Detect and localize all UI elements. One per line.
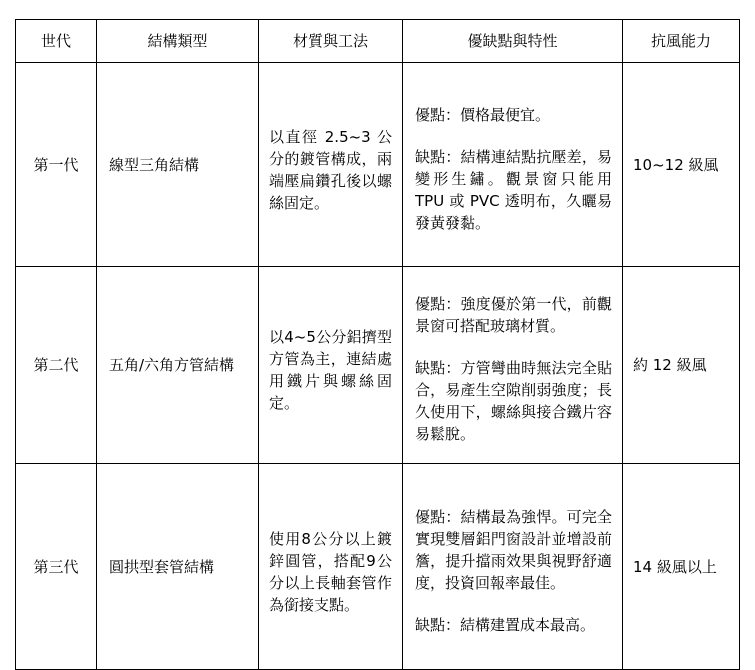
wind-cell: 14 級風以上 — [623, 464, 740, 670]
material-text: 以直徑 2.5~3 公分的鍍管構成，兩端壓扁鑽孔後以螺絲固定。 — [269, 127, 392, 212]
wind-cell: 約 12 級風 — [623, 267, 740, 464]
header-wind: 抗風能力 — [623, 20, 740, 63]
material-cell — [259, 267, 403, 464]
generation-cell: 第三代 — [16, 464, 97, 670]
cons-text: 缺點：結構建置成本最高。 — [415, 615, 596, 634]
header-row — [16, 20, 740, 63]
cons-text: 缺點：方管彎曲時無法完全貼合，易產生空隙削弱強度；長久使用下，螺絲與接合鐵片容易鬆脫。 — [415, 359, 612, 443]
structure-cell: 圓拱型套管結構 — [97, 464, 259, 670]
header-material: 材質與工法 — [259, 20, 403, 63]
pros-text: 優點：強度優於第一代，前觀景窗可搭配玻璃材質。 — [415, 295, 612, 335]
material-cell — [259, 464, 403, 670]
table-row — [16, 464, 740, 670]
material-cell — [259, 63, 403, 267]
features-cell — [403, 464, 623, 670]
table-row — [16, 63, 740, 267]
cons-text: 缺點：結構連結點抗壓差，易變形生鏽。觀景窗只能用 TPU 或 PVC 透明布，久曬易發黃發黏。 — [415, 147, 612, 232]
header-generation: 世代 — [16, 20, 97, 63]
pros-text: 優點：價格最便宜。 — [415, 105, 551, 124]
material-text: 以4~5公分鋁擠型方管為主，連結處用鐵片與螺絲固定。 — [269, 328, 392, 412]
wind-cell: 10~12 級風 — [623, 63, 740, 267]
material-text: 使用8公分以上鍍鋅圓管，搭配9公分以上長軸套管作為銜接支點。 — [269, 529, 392, 614]
features-cell — [403, 63, 623, 267]
structure-comparison-table — [15, 19, 740, 670]
header-structure: 結構類型 — [97, 20, 259, 63]
header-features: 優缺點與特性 — [403, 20, 623, 63]
generation-cell: 第一代 — [16, 63, 97, 267]
structure-cell: 線型三角結構 — [97, 63, 259, 267]
structure-cell: 五角/六角方管結構 — [97, 267, 259, 464]
table-row — [16, 267, 740, 464]
pros-text: 優點：結構最為強悍。可完全實現雙層鋁門窗設計並增設前簷，提升擋雨效果與視野舒適度，投資回報率最佳。 — [415, 507, 612, 592]
features-cell — [403, 267, 623, 464]
generation-cell: 第二代 — [16, 267, 97, 464]
